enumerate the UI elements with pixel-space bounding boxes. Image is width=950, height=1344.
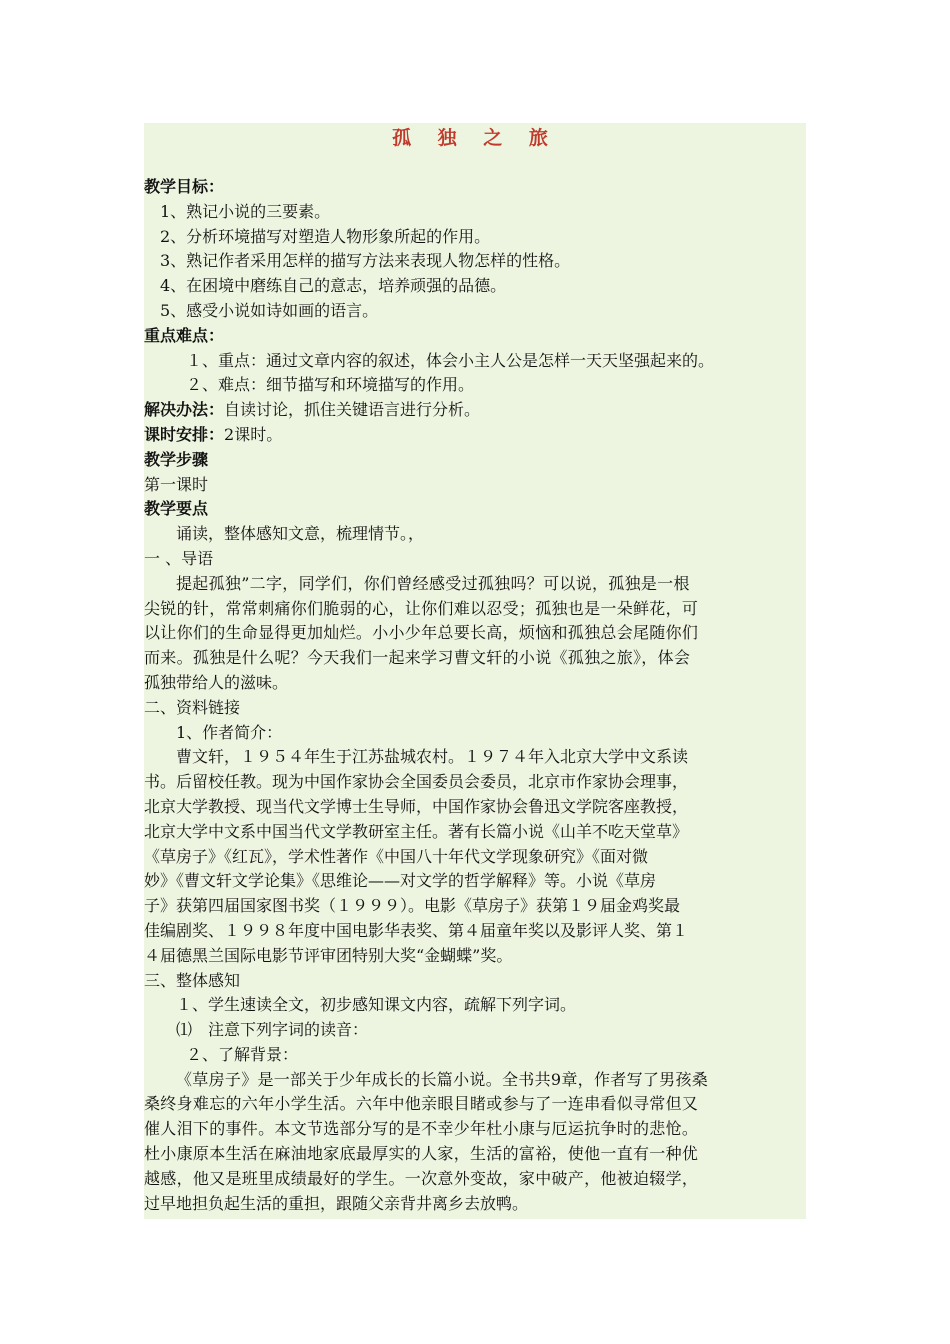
paragraph-line: 过早地担负起生活的重担，跟随父亲背井离乡去放鸭。 <box>144 1193 529 1213</box>
list-item: ２、了解背景： <box>186 1044 299 1064</box>
paragraph-line: 桑终身难忘的六年小学生活。六年中他亲眼目睹或参与了一连串看似寻常但又 <box>144 1094 699 1114</box>
lesson-points-heading: 教学要点 <box>144 499 209 519</box>
key-point-item: １、重点：通过文章内容的叙述，体会小主人公是怎样一天天坚强起来的。 <box>186 350 715 370</box>
objectives-heading: 教学目标： <box>144 177 225 196</box>
subsection-heading: 1、作者简介： <box>176 722 283 742</box>
key-point-item: ２、难点：细节描写和环境描写的作用。 <box>186 375 475 395</box>
list-subitem: ⑴ 注意下列字词的读音： <box>176 1020 369 1040</box>
paragraph-line: 曹文轩，１９５４年生于江苏盐城农村。１９７４年入北京大学中文系读 <box>176 747 689 767</box>
paragraph-line: 子》获第四届国家图书奖（１９９９）。电影《草房子》获第１９届金鸡奖最 <box>144 896 681 916</box>
paragraph-line: 催人泪下的事件。本文节选部分写的是不幸少年杜小康与厄运抗争时的悲怆。 <box>144 1119 699 1139</box>
steps-heading: 教学步骤 <box>144 449 209 469</box>
paragraph-line: 书。后留校任教。现为中国作家协会全国委员会委员，北京市作家协会理事， <box>144 772 689 792</box>
paragraph-line: 杜小康原本生活在麻油地家底最厚实的人家，生活的富裕，使他一直有一种优 <box>144 1144 699 1164</box>
paragraph-line: 北京大学教授、现当代文学博士生导师，中国作家协会鲁迅文学院客座教授， <box>144 796 689 816</box>
spacer <box>144 161 806 175</box>
paragraph-line: 北京大学中文系中国当代文学教研室主任。著有长篇小说《山羊不吃天堂草》 <box>144 821 689 841</box>
paragraph-line: 孤独带给人的滋味。 <box>144 672 289 692</box>
method-line <box>144 398 806 423</box>
method-label: 解决办法： <box>144 400 225 420</box>
lesson-label: 第一课时 <box>144 474 209 494</box>
section-heading: 二、资料链接 <box>144 697 241 717</box>
schedule-text: 2课时。 <box>224 424 283 444</box>
key-points-heading: 重点难点： <box>144 325 225 345</box>
paragraph-line: ４届德黑兰国际电影节评审团特别大奖“金蝴蝶”奖。 <box>144 945 513 965</box>
schedule-line <box>144 423 806 448</box>
paragraph-line: 越感，他又是班里成绩最好的学生。一次意外变故，家中破产，他被迫辍学， <box>144 1168 699 1188</box>
paragraph-line: 以让你们的生命显得更加灿烂。小小少年总要长高，烦恼和孤独总会尾随你们 <box>144 623 699 643</box>
objective-item: 1、熟记小说的三要素。 <box>160 201 331 221</box>
paragraph-line: 提起孤独”二字，同学们，你们曾经感受过孤独吗？可以说，孤独是一根 <box>176 573 690 593</box>
objective-item: 3、熟记作者采用怎样的描写方法来表现人物怎样的性格。 <box>160 251 571 271</box>
objective-item: 5、感受小说如诗如画的语言。 <box>160 300 379 320</box>
document-page <box>144 123 806 1219</box>
objective-item: 2、分析环境描写对塑造人物形象所起的作用。 <box>160 226 491 246</box>
paragraph-line: 佳编剧奖、１９９８年度中国电影华表奖、第４届童年奖以及影评人奖、第１ <box>144 920 689 940</box>
paragraph-line: 《草房子》是一部关于少年成长的长篇小说。全书共9章，作者写了男孩桑 <box>176 1069 709 1089</box>
objective-item: 4、在困境中磨练自己的意志，培养顽强的品德。 <box>160 276 507 296</box>
list-item: １、学生速读全文，初步感知课文内容，疏解下列字词。 <box>176 995 577 1015</box>
paragraph-line: 而来。孤独是什么呢？今天我们一起来学习曹文轩的小说《孤独之旅》，体会 <box>144 648 691 668</box>
paragraph-line: 妙》《曹文轩文学论集》《思维论——对文学的哲学解释》等。小说《草房 <box>144 871 657 891</box>
section-heading: 三、整体感知 <box>144 970 241 990</box>
section-heading: 一 、导语 <box>144 548 214 568</box>
method-text: 自读讨论，抓住关键语言进行分析。 <box>224 400 481 420</box>
lesson-points-text: 诵读，整体感知文意，梳理情节。， <box>176 524 425 544</box>
document-title: 孤 独 之 旅 <box>392 127 558 149</box>
paragraph-line: 尖锐的针，常常刺痛你们脆弱的心，让你们难以忍受；孤独也是一朵鲜花，可 <box>144 598 699 618</box>
paragraph-line: 《草房子》《红瓦》，学术性著作《中国八十年代文学现象研究》《面对微 <box>144 846 649 866</box>
schedule-label: 课时安排： <box>144 424 225 444</box>
